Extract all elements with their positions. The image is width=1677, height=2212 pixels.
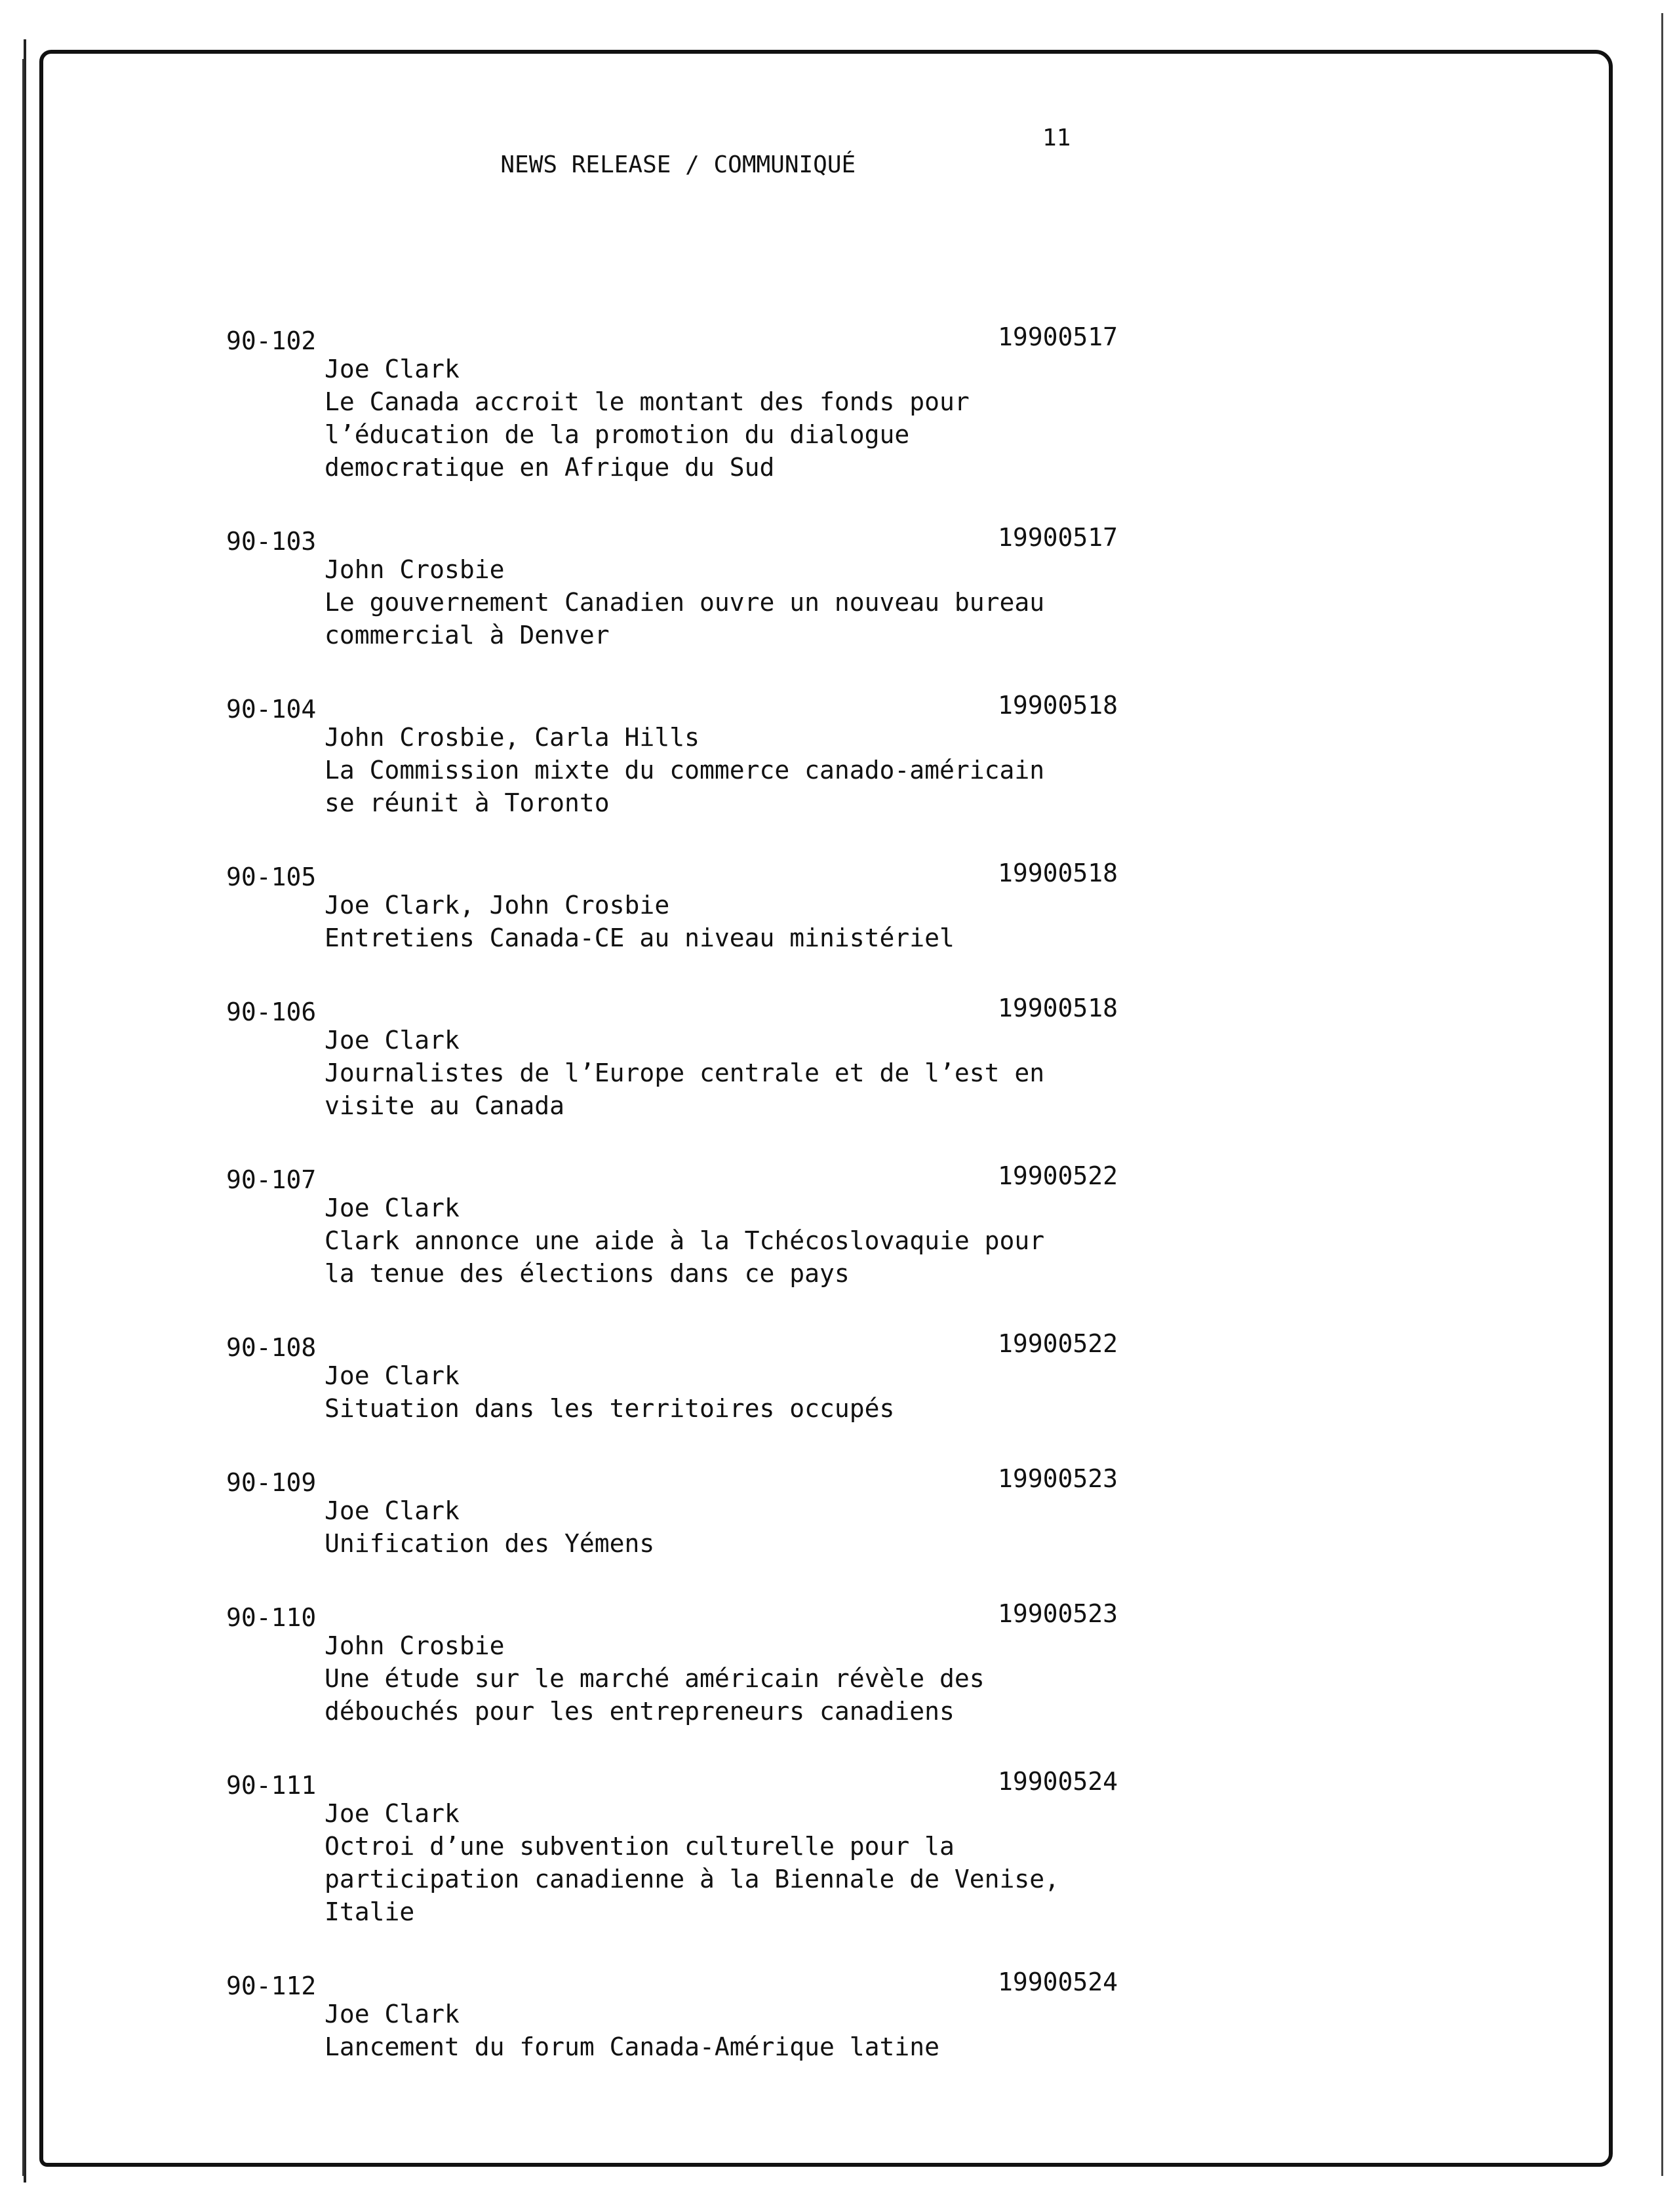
minister-name: Joe Clark (325, 1361, 460, 1390)
release-entry (226, 1160, 1118, 1290)
entry-body (325, 1998, 1118, 2063)
entry-body (325, 889, 1118, 954)
entry-header (226, 1598, 1118, 1632)
release-title-line: Le gouvernement Canadien ouvre un nouveau bureau (325, 588, 1045, 617)
entry-body (325, 1797, 1118, 1928)
entry-header (226, 992, 1118, 1024)
entry-body (325, 1494, 1118, 1560)
release-number: 90-109 (226, 1468, 317, 1497)
entry-body (325, 721, 1118, 819)
release-title-line: Lancement du forum Canada-Amérique latine (325, 2032, 939, 2061)
release-title-line: Clark annonce une aide à la Tchécoslovaquie pour (325, 1226, 1045, 1255)
release-entry (226, 1328, 1118, 1425)
entry-body (325, 353, 1118, 484)
release-entry (226, 1463, 1118, 1560)
entry-header (226, 1160, 1118, 1192)
entry-header (226, 1766, 1118, 1800)
binder-line (22, 59, 24, 2176)
entry-body (325, 1629, 1118, 1728)
release-entry (226, 321, 1118, 484)
release-title-line: Octroi d’une subvention culturelle pour la (325, 1832, 955, 1861)
release-date: 19900522 (997, 1161, 1118, 1190)
release-title-line: participation canadienne à la Biennale de Venise, (325, 1865, 1060, 1893)
release-entry (226, 1598, 1118, 1728)
entry-body (325, 1359, 1118, 1425)
entry-header (226, 689, 1118, 724)
release-title-line: Le Canada accroit le montant des fonds pour (325, 387, 970, 416)
release-number: 90-107 (226, 1165, 317, 1194)
release-number: 90-103 (226, 527, 317, 556)
minister-name: Joe Clark (325, 1799, 460, 1828)
release-number: 90-108 (226, 1333, 317, 1362)
release-entry (226, 522, 1118, 651)
minister-name: John Crosbie, Carla Hills (325, 723, 700, 752)
page-number: 11 (1042, 125, 1071, 151)
release-title-line: se réunit à Toronto (325, 788, 610, 817)
release-date: 19900518 (997, 691, 1118, 720)
release-title-line: Italie (325, 1897, 415, 1926)
release-date: 19900524 (997, 1767, 1118, 1796)
release-date: 19900518 (997, 994, 1118, 1022)
entry-body (325, 1024, 1118, 1122)
release-date: 19900523 (997, 1464, 1118, 1493)
minister-name: Joe Clark (325, 355, 460, 383)
release-number: 90-104 (226, 695, 317, 724)
entry-body (325, 553, 1118, 651)
release-number: 90-110 (226, 1603, 317, 1632)
release-date: 19900523 (997, 1599, 1118, 1628)
release-title-line: La Commission mixte du commerce canado-américain (325, 756, 1045, 785)
release-entry (226, 1966, 1118, 2063)
minister-name: Joe Clark (325, 2000, 460, 2028)
release-list (226, 321, 1118, 2101)
release-number: 90-111 (226, 1771, 317, 1800)
minister-name: Joe Clark (325, 1496, 460, 1525)
release-title-line: Unification des Yémens (325, 1529, 655, 1558)
release-title-line: débouchés pour les entrepreneurs canadiens (325, 1697, 955, 1726)
minister-name: John Crosbie (325, 555, 505, 584)
header-title: NEWS RELEASE / COMMUNIQUÉ (500, 151, 856, 178)
release-title-line: Situation dans les territoires occupés (325, 1394, 895, 1423)
release-date: 19900522 (997, 1329, 1118, 1358)
release-entry (226, 857, 1118, 954)
release-title-line: visite au Canada (325, 1091, 565, 1120)
release-number: 90-105 (226, 863, 317, 891)
release-title-line: Journalistes de l’Europe centrale et de l’est en (325, 1058, 1045, 1087)
minister-name: Joe Clark (325, 1193, 460, 1222)
release-number: 90-112 (226, 1971, 317, 2000)
release-entry (226, 1766, 1118, 1928)
entry-header (226, 857, 1118, 889)
minister-name: John Crosbie (325, 1631, 505, 1660)
release-number: 90-106 (226, 998, 317, 1026)
release-title-line: Une étude sur le marché américain révèle des (325, 1664, 985, 1693)
release-title-line: democratique en Afrique du Sud (325, 453, 775, 482)
entry-header (226, 1463, 1118, 1497)
page-header (472, 125, 1071, 205)
release-title-line: la tenue des élections dans ce pays (325, 1259, 850, 1288)
release-title-line: Entretiens Canada-CE au niveau ministériel (325, 923, 955, 952)
release-title-line: commercial à Denver (325, 621, 610, 650)
minister-name: Joe Clark, John Crosbie (325, 891, 670, 920)
release-date: 19900518 (997, 859, 1118, 887)
entry-body (325, 1192, 1118, 1290)
entry-header (226, 1328, 1118, 1362)
entry-header (226, 522, 1118, 556)
release-entry (226, 992, 1118, 1122)
release-entry (226, 689, 1118, 819)
release-date: 19900524 (997, 1968, 1118, 1996)
entry-header (226, 1966, 1118, 1998)
release-number: 90-102 (226, 326, 317, 355)
entry-header (226, 321, 1118, 353)
release-title-line: l’éducation de la promotion du dialogue (325, 420, 910, 449)
release-date: 19900517 (997, 523, 1118, 552)
release-date: 19900517 (997, 322, 1118, 351)
minister-name: Joe Clark (325, 1026, 460, 1055)
page-edge-line (1661, 13, 1663, 2176)
